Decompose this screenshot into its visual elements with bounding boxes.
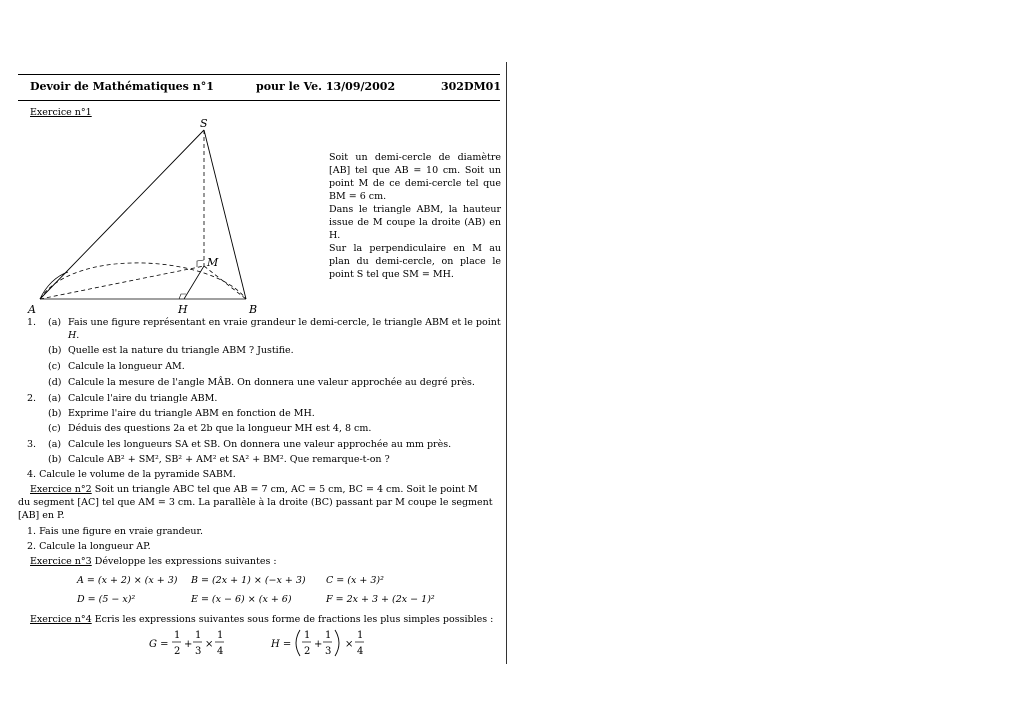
exercise-2-heading: Exercice n°2 — [30, 484, 92, 495]
q1-number: 1. — [27, 317, 37, 328]
q1c-text: Calcule la longueur AM. — [68, 361, 185, 372]
header-top-rule — [18, 74, 500, 75]
H-frac3-num: 1 — [357, 630, 364, 641]
G-lhs: G = — [149, 639, 169, 650]
expression-C: C = (x + 3)² — [326, 575, 384, 586]
exercise-1-heading: Exercice n°1 — [30, 107, 92, 118]
right-angle-mark-H — [179, 294, 186, 299]
H-times: × — [345, 639, 354, 650]
exercise-2-line-1 — [30, 484, 478, 495]
H-frac2-num: 1 — [325, 630, 332, 641]
expression-B: B = (2x + 1) × (−x + 3) — [191, 575, 306, 586]
q3a-label: (a) — [48, 439, 62, 450]
exercise-4-intro: Ecris les expressions suivantes sous forme de fractions les plus simples possibles : — [94, 614, 494, 625]
q1a-text-continued: H. — [68, 330, 80, 341]
expression-A: A = (x + 2) × (x + 3) — [77, 575, 178, 586]
document-code: 302DM01 — [441, 80, 501, 93]
H-lhs: H = — [271, 639, 292, 650]
G-frac1-den: 2 — [174, 646, 181, 657]
q1a-text: Fais une figure représentant en vraie grandeur le demi-cercle, le triangle ABM et le point — [68, 317, 501, 328]
H-frac1-den: 2 — [304, 646, 311, 657]
statement-part-3: Sur la perpendiculaire en M au plan du demi-cercle, on place le point S tel que SM = MH. — [329, 243, 501, 280]
exercise-4-heading: Exercice n°4 — [30, 614, 92, 625]
q2b-text: Exprime l'aire du triangle ABM en fonction de MH. — [68, 408, 315, 419]
statement-part-2: Dans le triangle ABM, la hauteur issue de M coupe la droite (AB) en H. — [329, 204, 501, 241]
q2a-text: Calcule l'aire du triangle ABM. — [68, 393, 218, 404]
expression-F: F = 2x + 3 + (2x − 1)² — [326, 594, 435, 605]
exercise-1-statement — [329, 151, 501, 281]
label-H: H — [178, 303, 188, 316]
q1a-label: (a) — [48, 317, 62, 328]
segment-MH — [184, 266, 204, 299]
expression-E: E = (x − 6) × (x + 6) — [191, 594, 292, 605]
q3a-text: Calcule les longueurs SA et SB. On donnera une valeur approchée au mm près. — [68, 439, 452, 450]
exercise-2-q1: 1. Fais une figure en vraie grandeur. — [27, 526, 203, 537]
H-frac2-den: 3 — [325, 646, 332, 657]
fraction-expressions — [140, 628, 380, 660]
H-left-paren — [296, 630, 300, 656]
H-plus: + — [314, 639, 323, 650]
exercise-2-line-3: [AB] en P. — [18, 510, 65, 521]
document-title: Devoir de Mathématiques n°1 — [30, 80, 214, 93]
pyramid-figure — [24, 116, 264, 318]
exercise-4-line — [30, 614, 493, 625]
q2b-label: (b) — [48, 408, 62, 419]
q3b-label: (b) — [48, 454, 62, 465]
q2c-label: (c) — [48, 423, 61, 434]
segment-AM — [40, 266, 204, 299]
label-S: S — [200, 117, 208, 130]
G-plus: + — [184, 639, 193, 650]
G-frac3-num: 1 — [217, 630, 224, 641]
G-frac1-num: 1 — [174, 630, 181, 641]
q1d-label: (d) — [48, 377, 62, 388]
H-frac3-den: 4 — [357, 646, 364, 657]
right-angle-mark-M — [197, 260, 204, 267]
exercise-2-line-2: du segment [AC] tel que AM = 3 cm. La parallèle à la droite (BC) passant par M coupe le segment — [18, 497, 493, 508]
q2-number: 2. — [27, 393, 37, 404]
exercise-3-intro: Développe les expressions suivantes : — [94, 556, 277, 567]
label-M: M — [207, 256, 219, 269]
q1c-label: (c) — [48, 361, 61, 372]
statement-part-1: Soit un demi-cercle de diamètre [AB] tel que AB = 10 cm. Soit un point M de ce demi-cercle tel que BM = 6 cm. — [329, 152, 501, 202]
q2c-text: Déduis des questions 2a et 2b que la longueur MH est 4, 8 cm. — [68, 423, 372, 434]
exercise-2-text-1: Soit un triangle ABC tel que AB = 7 cm, AC = 5 cm, BC = 4 cm. Soit le point M — [94, 484, 478, 495]
label-B: B — [249, 303, 258, 316]
expression-D: D = (5 − x)² — [77, 594, 136, 605]
G-frac2-den: 3 — [195, 646, 202, 657]
label-A: A — [28, 303, 36, 316]
q4-text: 4. Calcule le volume de la pyramide SABM. — [27, 469, 236, 480]
header-bottom-rule — [18, 100, 500, 101]
segment-MB — [204, 266, 246, 299]
G-frac3-den: 4 — [217, 646, 224, 657]
q1b-text: Quelle est la nature du triangle ABM ? Justifie. — [68, 345, 294, 356]
q1d-text: Calcule la mesure de l'angle MÂB. On donnera une valeur approchée au degré près. — [68, 377, 475, 388]
exercise-3-line — [30, 556, 277, 567]
document-header — [30, 80, 500, 94]
q3b-text: Calcule AB² + SM², SB² + AM² et SA² + BM². Que remarque-t-on ? — [68, 454, 390, 465]
segment-SB — [204, 130, 246, 299]
H-frac1-num: 1 — [304, 630, 311, 641]
exercise-3-heading: Exercice n°3 — [30, 556, 92, 567]
H-right-paren — [335, 630, 339, 656]
exercise-2-q2: 2. Calcule la longueur AP. — [27, 541, 151, 552]
page-margin-line — [506, 62, 507, 664]
document-date: pour le Ve. 13/09/2002 — [256, 80, 396, 93]
q3-number: 3. — [27, 439, 37, 450]
q2a-label: (a) — [48, 393, 62, 404]
G-times: × — [205, 639, 214, 650]
q1b-label: (b) — [48, 345, 62, 356]
G-frac2-num: 1 — [195, 630, 202, 641]
